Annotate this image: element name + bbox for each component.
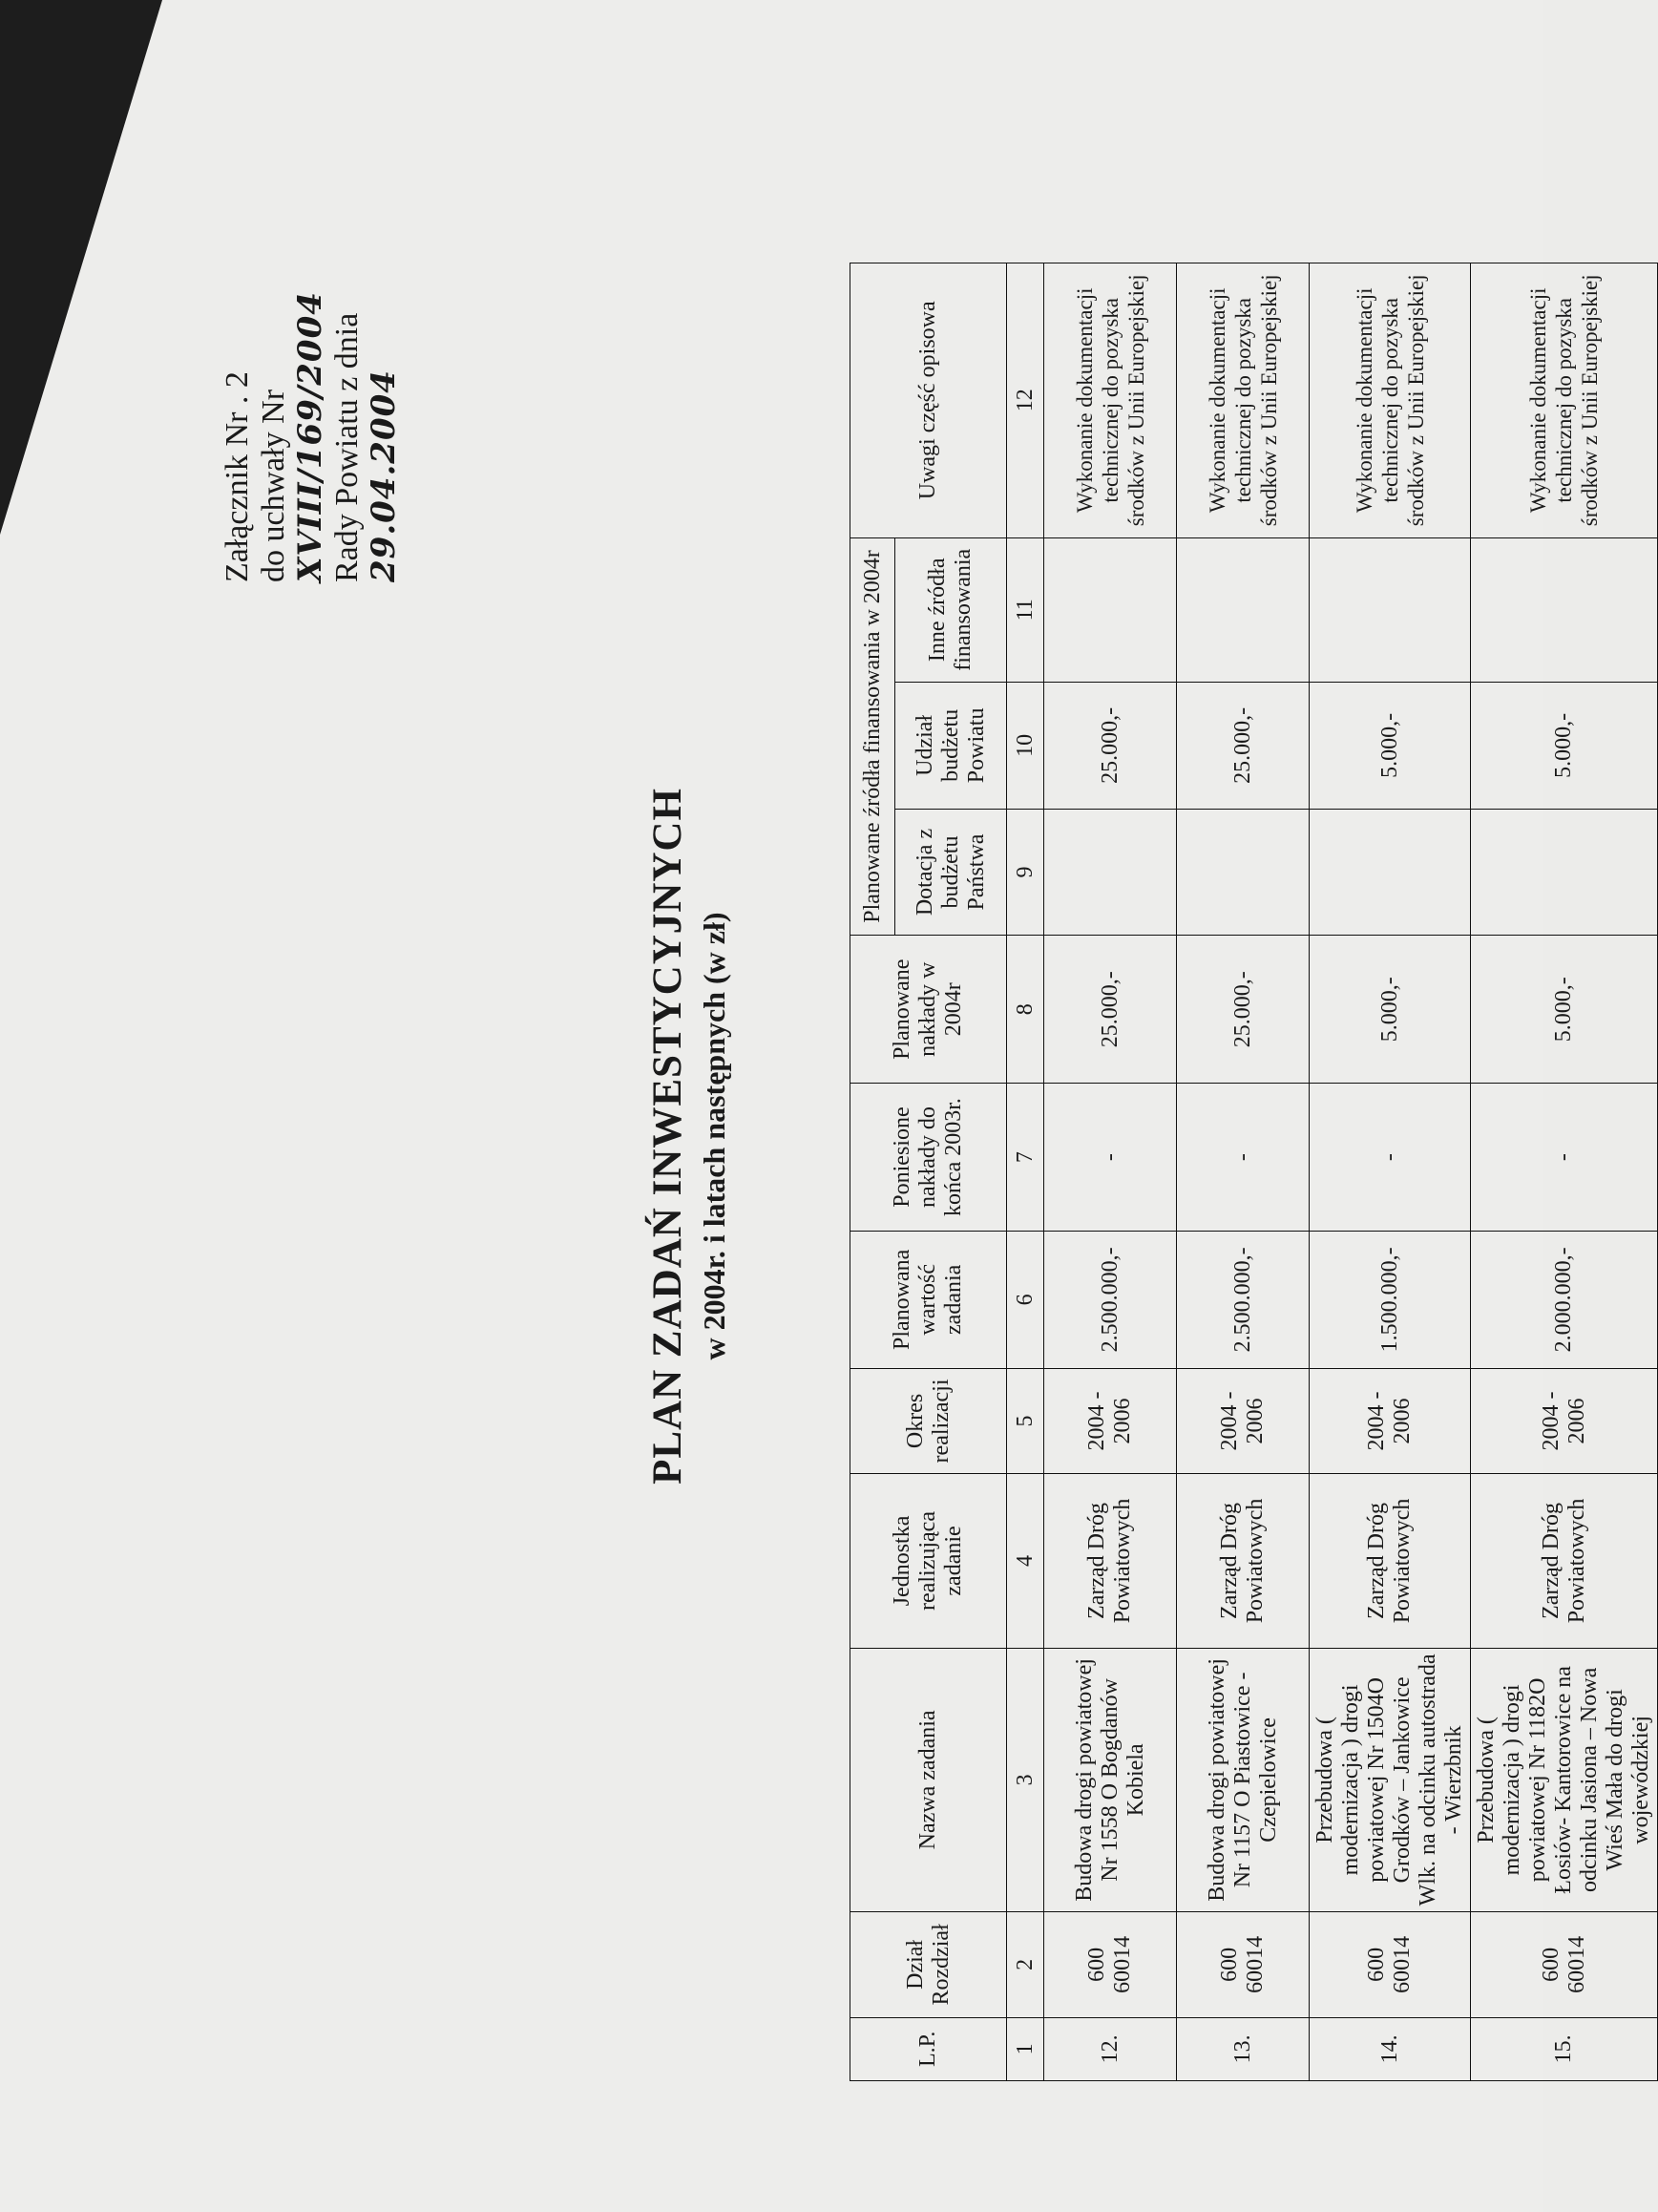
header-nazwa: Nazwa zadania <box>850 1648 1007 1911</box>
row-rozdzial: 60014 <box>1564 1935 1589 1993</box>
row-uwagi: Wykonanie dokumentacji technicznej do pozyska środków z Unii Europejskiej <box>1177 263 1310 538</box>
annex-date-label: Rady Powiatu z dnia <box>329 312 365 582</box>
row-wartosc: 2.500.000,- <box>1177 1231 1310 1368</box>
column-number: 8 <box>1007 936 1044 1084</box>
row-poniesione: - <box>1471 1084 1658 1232</box>
row-jednostka: Zarząd Dróg Powiatowych <box>1310 1474 1471 1648</box>
row-okres: 2004 - 2006 <box>1471 1368 1658 1474</box>
row-lp: 14. <box>1310 2017 1471 2080</box>
row-udzial: 5.000,- <box>1310 683 1471 810</box>
row-dzial-rozdzial <box>1471 1912 1658 2018</box>
annex-line-1: Załącznik Nr . 2 <box>220 371 255 582</box>
row-lp: 15. <box>1471 2017 1658 2080</box>
header-lp: L.P. <box>850 2017 1007 2080</box>
row-wartosc: 1.500.000,- <box>1310 1231 1471 1368</box>
row-dzial: 600 <box>1217 1947 1242 1982</box>
row-okres: 2004 - 2006 <box>1177 1368 1310 1474</box>
row-jednostka: Zarząd Dróg Powiatowych <box>1177 1474 1310 1648</box>
row-udzial: 25.000,- <box>1177 683 1310 810</box>
resolution-date-handwritten: 29.04.2004 <box>365 369 403 582</box>
row-wartosc: 2.500.000,- <box>1044 1231 1177 1368</box>
row-poniesione: - <box>1310 1084 1471 1232</box>
row-dotacja <box>1177 809 1310 936</box>
rotated-document <box>67 143 1653 2100</box>
row-naklady: 25.000,- <box>1177 936 1310 1084</box>
row-udzial: 5.000,- <box>1471 683 1658 810</box>
row-uwagi: Wykonanie dokumentacji technicznej do pozyska środków z Unii Europejskiej <box>1471 263 1658 538</box>
row-dzial-rozdzial <box>1310 1912 1471 2018</box>
header-naklady: Planowane nakłady w 2004r <box>850 936 1007 1084</box>
resolution-number-handwritten: XVIII/169/2004 <box>291 291 329 582</box>
document-title: PLAN ZADAŃ INWESTYCYJNYCH <box>645 788 690 1485</box>
header-dzial: Dział Rozdział <box>850 1912 1007 2018</box>
column-number-row <box>1007 263 1044 2081</box>
row-okres: 2004 - 2006 <box>1044 1368 1177 1474</box>
header-poniesione: Poniesione nakłady do końca 2003r. <box>850 1084 1007 1232</box>
row-nazwa: Budowa drogi powiatowej Nr 1558 O Bogdanów Kobiela <box>1044 1648 1177 1911</box>
header-okres: Okres realizacji <box>850 1368 1007 1474</box>
column-number: 12 <box>1007 263 1044 538</box>
row-dzial: 600 <box>1084 1947 1109 1982</box>
column-number: 2 <box>1007 1912 1044 2018</box>
column-number: 10 <box>1007 683 1044 810</box>
row-lp: 13. <box>1177 2017 1310 2080</box>
row-udzial: 25.000,- <box>1044 683 1177 810</box>
row-naklady: 25.000,- <box>1044 936 1177 1084</box>
row-jednostka: Zarząd Dróg Powiatowych <box>1044 1474 1177 1648</box>
row-dzial-rozdzial <box>1177 1912 1310 2018</box>
row-poniesione: - <box>1044 1084 1177 1232</box>
row-dzial: 600 <box>1364 1947 1389 1982</box>
column-number: 5 <box>1007 1368 1044 1474</box>
header-inne: Inne źródła finansowania <box>895 537 1007 682</box>
row-nazwa: Budowa drogi powiatowej Nr 1157 O Piastowice - Czepielowice <box>1177 1648 1310 1911</box>
column-number: 11 <box>1007 537 1044 682</box>
row-rozdzial: 60014 <box>1243 1935 1268 1993</box>
annex-header <box>220 162 403 582</box>
row-dotacja <box>1044 809 1177 936</box>
row-okres: 2004 - 2006 <box>1310 1368 1471 1474</box>
row-inne <box>1177 537 1310 682</box>
header-row <box>850 263 895 2081</box>
investment-plan-table <box>850 263 1658 2081</box>
row-nazwa: Przebudowa ( modernizacja ) drogi powiatowej Nr 1182O Łosiów- Kantorowice na odcinku Jasiona – Nowa Wieś Mała do drogi wojewódzkiej <box>1471 1648 1658 1911</box>
table-row <box>1044 263 1177 2081</box>
header-wartosc: Planowana wartość zadania <box>850 1231 1007 1368</box>
row-jednostka: Zarząd Dróg Powiatowych <box>1471 1474 1658 1648</box>
annex-line-3 <box>329 162 403 582</box>
row-nazwa: Przebudowa ( modernizacja ) drogi powiatowej Nr 1504O Grodków – Jankowice Wlk. na odcinku autostrada - Wierzbnik <box>1310 1648 1471 1911</box>
header-udzial: Udział budżetu Powiatu <box>895 683 1007 810</box>
row-poniesione: - <box>1177 1084 1310 1232</box>
column-number: 6 <box>1007 1231 1044 1368</box>
annex-line-2 <box>256 162 329 582</box>
table-row <box>1310 263 1471 2081</box>
header-dotacja: Dotacja z budżetu Państwa <box>895 809 1007 936</box>
header-zrodla-group: Planowane źródła finansowania w 2004r <box>850 537 895 936</box>
row-uwagi: Wykonanie dokumentacji technicznej do pozyska środków z Unii Europejskiej <box>1310 263 1471 538</box>
header-uwagi: Uwagi część opisowa <box>850 263 1007 538</box>
column-number: 3 <box>1007 1648 1044 1911</box>
row-wartosc: 2.000.000,- <box>1471 1231 1658 1368</box>
row-rozdzial: 60014 <box>1390 1935 1415 1993</box>
row-inne <box>1471 537 1658 682</box>
column-number: 1 <box>1007 2017 1044 2080</box>
header-jednostka: Jednostka realizująca zadanie <box>850 1474 1007 1648</box>
row-dotacja <box>1310 809 1471 936</box>
row-dotacja <box>1471 809 1658 936</box>
row-inne <box>1310 537 1471 682</box>
row-dzial-rozdzial <box>1044 1912 1177 2018</box>
annex-resolution-label: do uchwały Nr <box>256 389 291 582</box>
column-number: 7 <box>1007 1084 1044 1232</box>
row-lp: 12. <box>1044 2017 1177 2080</box>
row-rozdzial: 60014 <box>1110 1935 1135 1993</box>
column-number: 4 <box>1007 1474 1044 1648</box>
table-row <box>1471 263 1658 2081</box>
row-inne <box>1044 537 1177 682</box>
table-row <box>1177 263 1310 2081</box>
column-number: 9 <box>1007 809 1044 936</box>
document-subtitle: w 2004r. i latach następnych (w zł) <box>697 912 731 1360</box>
title-block <box>644 706 732 1566</box>
row-naklady: 5.000,- <box>1471 936 1658 1084</box>
row-naklady: 5.000,- <box>1310 936 1471 1084</box>
row-uwagi: Wykonanie dokumentacji technicznej do pozyska środków z Unii Europejskiej <box>1044 263 1177 538</box>
row-dzial: 600 <box>1538 1947 1564 1982</box>
